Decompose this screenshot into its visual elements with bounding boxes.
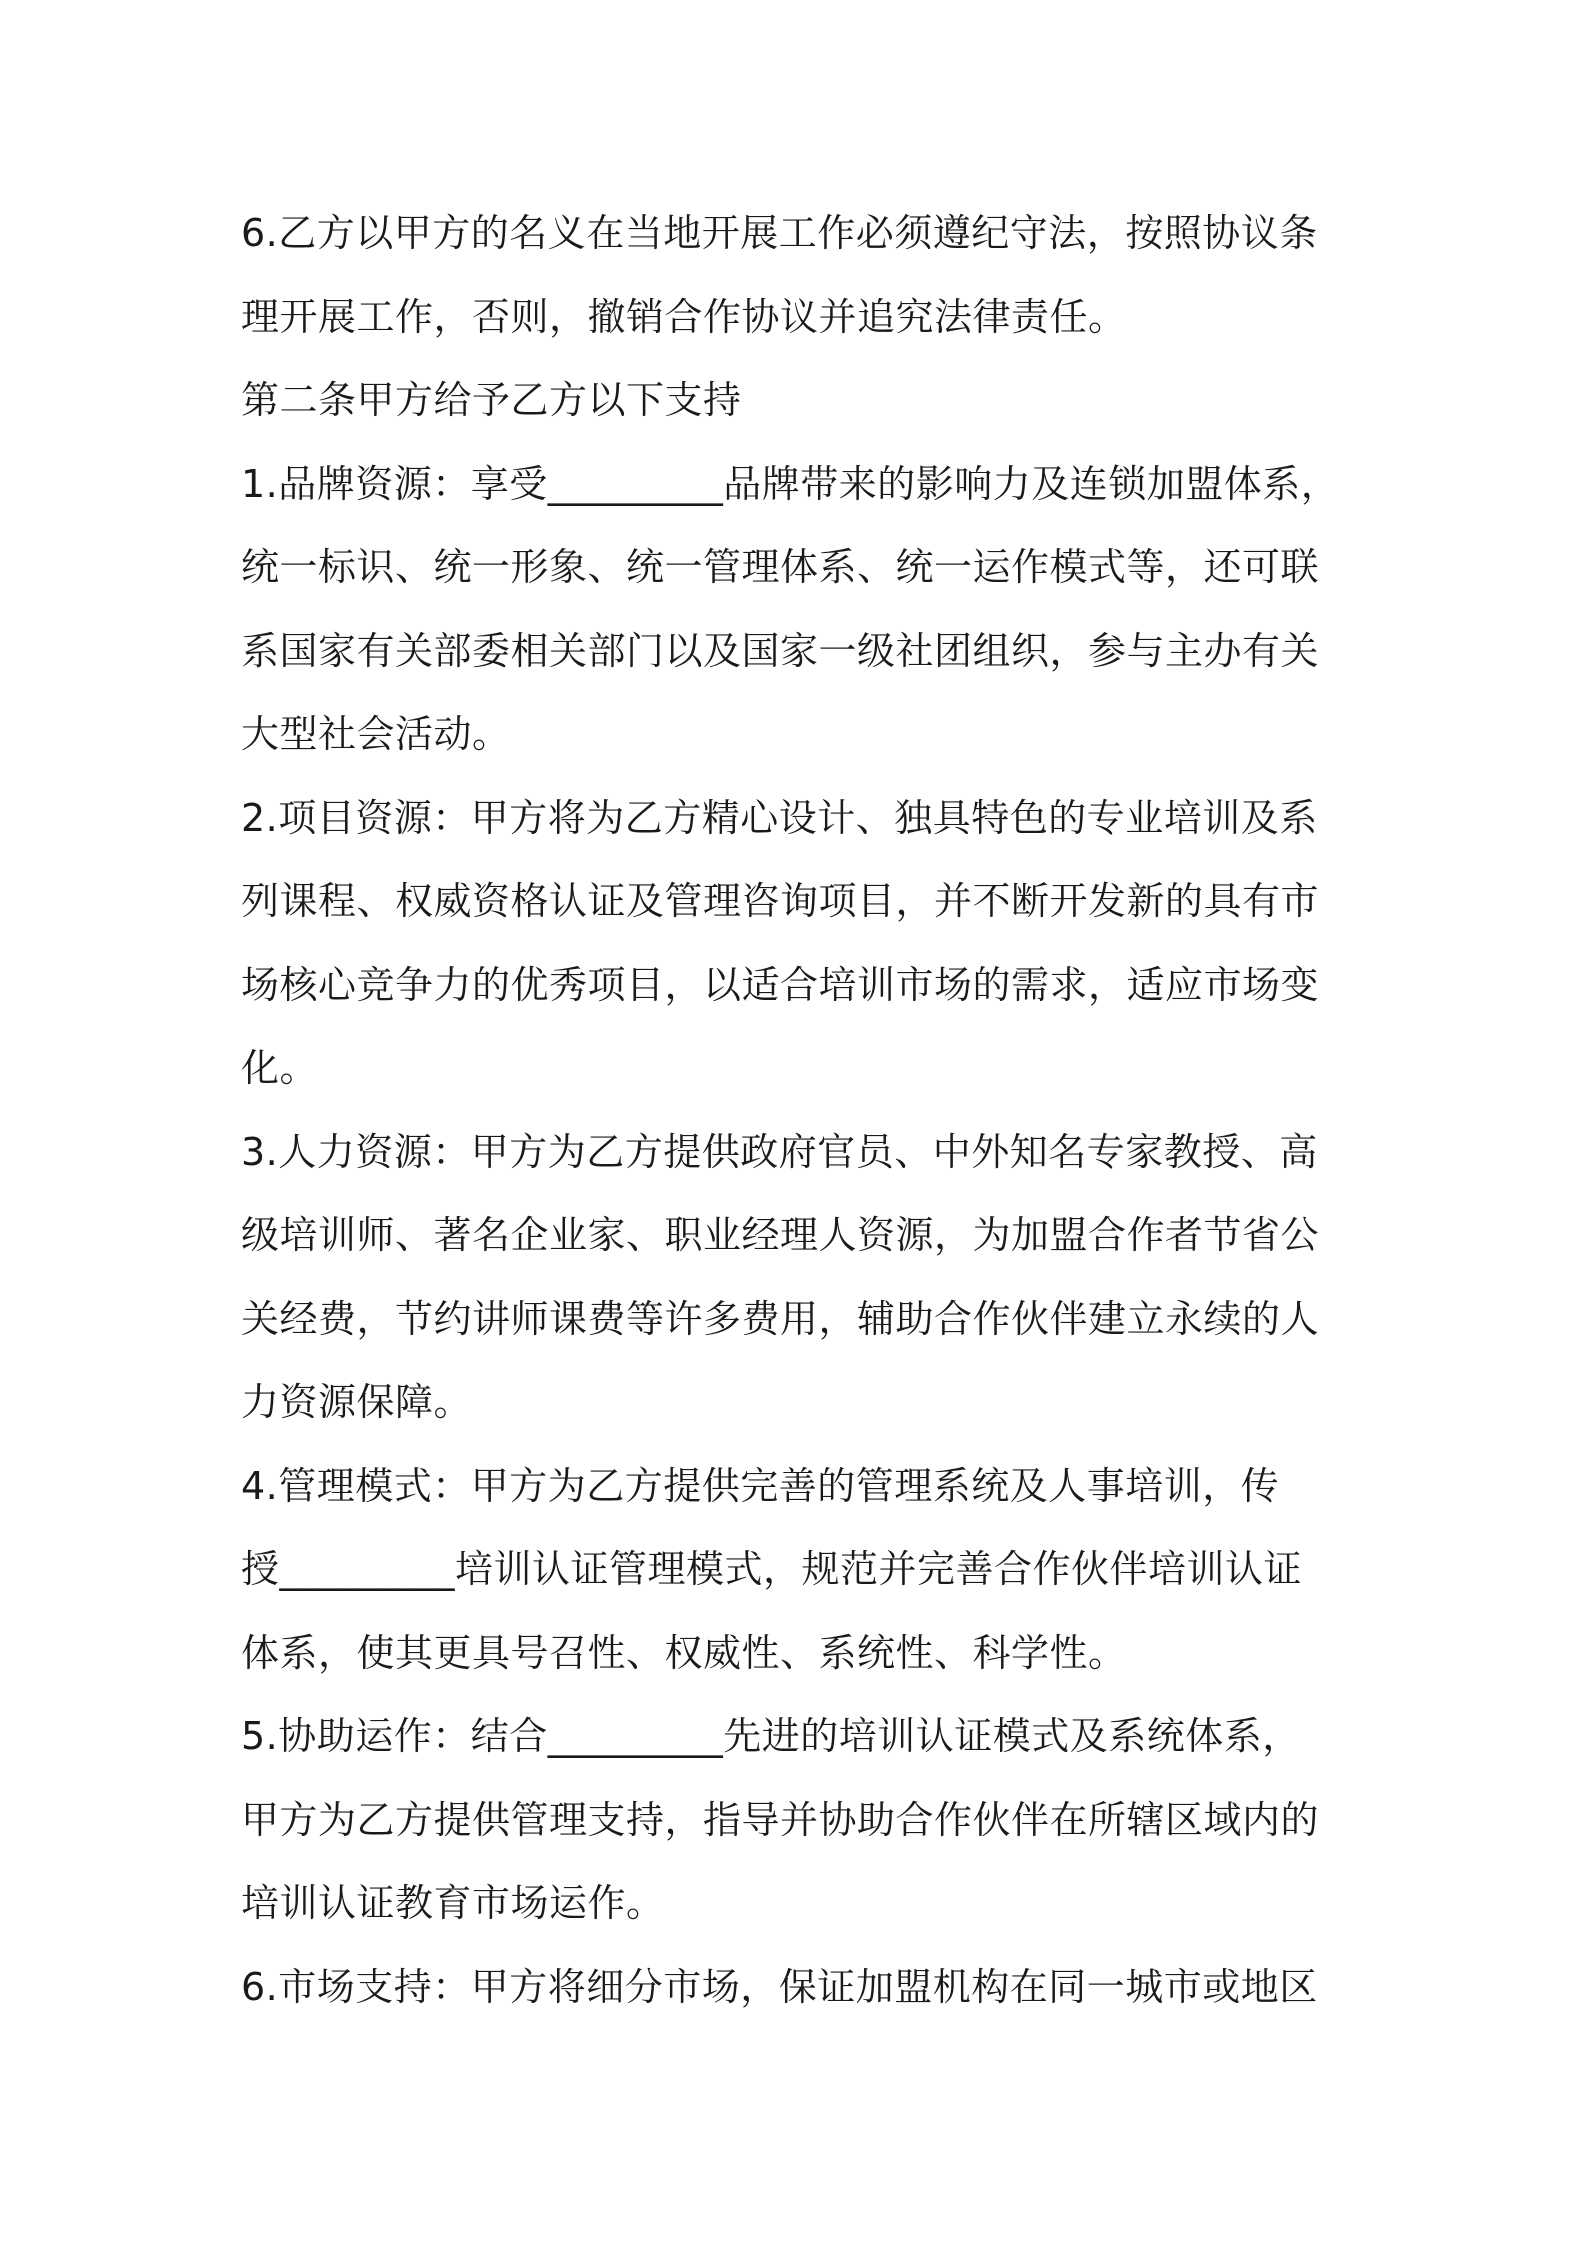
- text-line: 3.人力资源：甲方为乙方提供政府官员、中外知名专家教授、高: [241, 1129, 1318, 1174]
- text-line: 级培训师、著名企业家、职业经理人资源，为加盟合作者节省公: [241, 1213, 1320, 1257]
- text-line: 5.协助运作：结合_________先进的培训认证模式及系统体系，: [241, 1714, 1301, 1758]
- text-line: 关经费，节约讲师课费等许多费用，辅助合作伙伴建立永续的人: [241, 1296, 1320, 1341]
- text-line: 化。: [241, 1046, 319, 1090]
- text-line: 6.乙方以甲方的名义在当地开展工作必须遵纪守法，按照协议条: [241, 211, 1318, 255]
- text-line: 6.市场支持：甲方将细分市场，保证加盟机构在同一城市或地区: [241, 1964, 1318, 2009]
- text-line: 系国家有关部委相关部门以及国家一级社团组织，参与主办有关: [241, 628, 1320, 673]
- text-line: 4.管理模式：甲方为乙方提供完善的管理系统及人事培训，传: [241, 1463, 1280, 1508]
- section-heading: 第二条甲方给予乙方以下支持: [241, 378, 742, 422]
- text-line: 授_________培训认证管理模式，规范并完善合作伙伴培训认证: [241, 1547, 1303, 1591]
- text-line: 培训认证教育市场运作。: [241, 1881, 665, 1925]
- text-line: 2.项目资源：甲方将为乙方精心设计、独具特色的专业培训及系: [241, 795, 1318, 840]
- text-line: 大型社会活动。: [241, 712, 511, 756]
- text-line: 理开展工作，否则，撤销合作协议并追究法律责任。: [241, 294, 1127, 339]
- text-line: 统一标识、统一形象、统一管理体系、统一运作模式等，还可联: [241, 545, 1320, 589]
- text-line: 列课程、权威资格认证及管理咨询项目，并不断开发新的具有市: [241, 879, 1320, 923]
- text-line: 体系，使其更具号召性、权威性、系统性、科学性。: [241, 1630, 1127, 1675]
- text-line: 场核心竞争力的优秀项目，以适合培训市场的需求，适应市场变: [241, 962, 1320, 1007]
- text-line: 甲方为乙方提供管理支持，指导并协助合作伙伴在所辖区域内的: [241, 1797, 1320, 1842]
- document-body: [241, 192, 1376, 2029]
- text-line: 力资源保障。: [241, 1380, 473, 1424]
- text-line: 1.品牌资源：享受_________品牌带来的影响力及连锁加盟体系，: [241, 461, 1340, 506]
